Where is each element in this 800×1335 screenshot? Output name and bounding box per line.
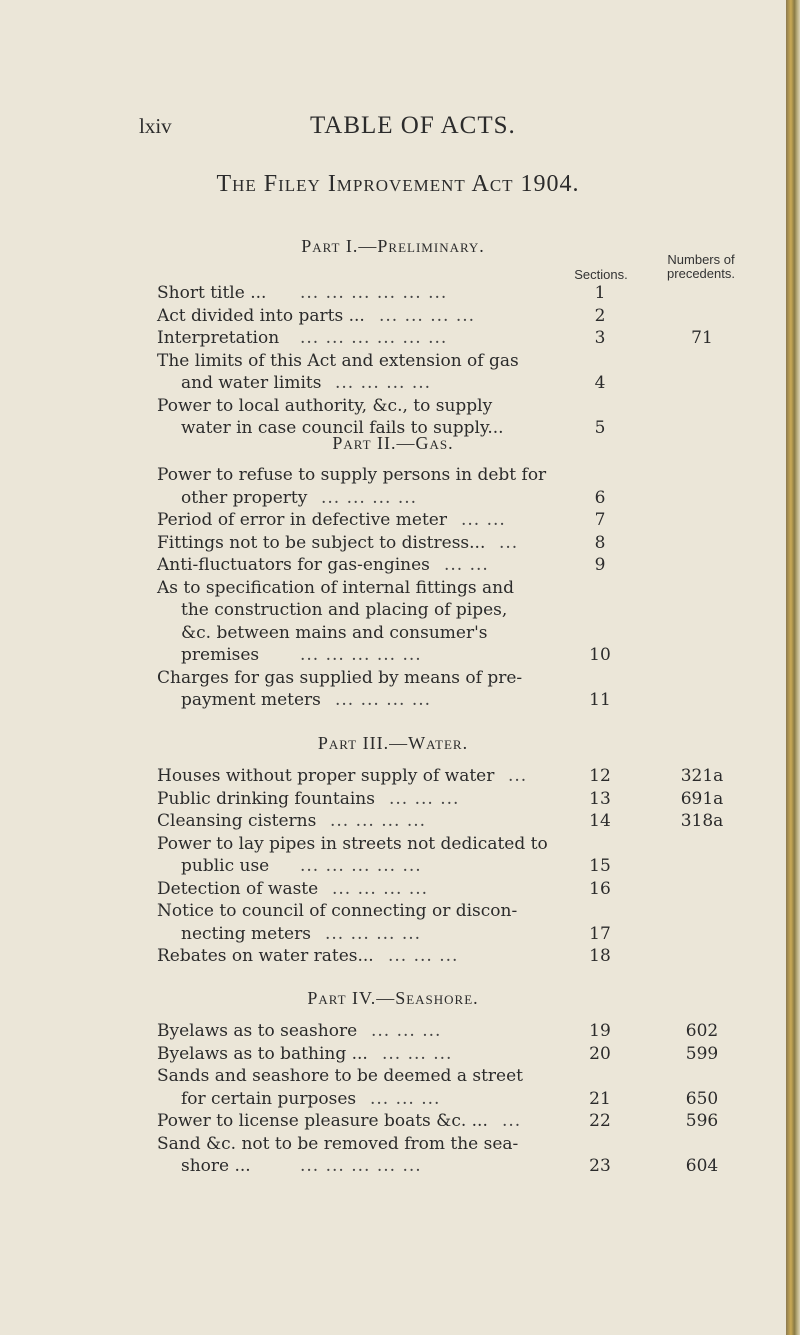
precedent-number: 596 xyxy=(685,1111,719,1131)
section-number: 9 xyxy=(594,555,606,575)
section-number: 23 xyxy=(589,1156,611,1176)
part-heading-2: Part II.—Gas. xyxy=(332,433,454,453)
section-number: 17 xyxy=(589,923,611,944)
leader-dots: ... ... ... ... xyxy=(379,305,476,326)
toc-entry-line xyxy=(0,327,786,350)
leader-dots: ... xyxy=(499,532,519,553)
toc-entry-line xyxy=(0,305,786,328)
toc-entry-line xyxy=(0,1088,786,1111)
part-heading-1: Part I.—Preliminary. xyxy=(301,236,485,256)
toc-entry xyxy=(0,1110,786,1133)
toc-entry-line xyxy=(0,1020,786,1043)
precedent-number: 650 xyxy=(685,1088,719,1109)
running-head xyxy=(0,114,786,148)
toc-entry-line xyxy=(0,1065,786,1088)
part-2-entries xyxy=(0,464,786,712)
leader-dots: ... ... ... ... ... xyxy=(300,645,422,665)
leader-dots: ... ... ... ... ... ... xyxy=(300,328,448,348)
entry-text: Interpretation xyxy=(157,328,280,348)
toc-entry xyxy=(0,532,786,555)
toc-entry xyxy=(0,282,786,305)
toc-entry-line xyxy=(0,622,786,645)
entry-text: Detection of waste xyxy=(157,878,319,899)
toc-entry-line xyxy=(0,395,786,418)
entry-text: Public drinking fountains xyxy=(157,788,375,809)
toc-entry-line xyxy=(0,689,786,712)
leader-dots: ... ... ... ... xyxy=(332,878,429,899)
precedent-number: 599 xyxy=(685,1043,719,1064)
section-number: 22 xyxy=(589,1111,611,1131)
section-number: 10 xyxy=(589,645,611,665)
precedents-column-header xyxy=(646,253,756,281)
toc-entry-line xyxy=(0,532,786,555)
toc-entry xyxy=(0,765,786,788)
leader-dots: ... ... ... xyxy=(371,1021,442,1041)
section-number: 5 xyxy=(594,418,606,438)
entry-text: payment meters xyxy=(181,690,321,710)
leader-dots: ... xyxy=(508,766,528,786)
leader-dots: ... ... ... ... xyxy=(330,811,427,831)
precedent-number: 602 xyxy=(685,1021,719,1041)
leader-dots: ... ... ... xyxy=(382,1043,453,1064)
section-number: 16 xyxy=(589,878,611,899)
section-number: 3 xyxy=(594,328,606,348)
act-title: The Filey Improvement Act 1904. xyxy=(216,171,580,197)
toc-entry-line xyxy=(0,599,786,622)
entry-text: Notice to council of connecting or discon- xyxy=(157,901,518,921)
entry-text: necting meters xyxy=(181,923,311,944)
toc-entry-line xyxy=(0,644,786,667)
entry-text: Power to refuse to supply persons in debt for xyxy=(157,465,547,485)
leader-dots: ... ... ... ... xyxy=(335,690,432,710)
leader-dots: ... ... ... ... xyxy=(321,487,418,508)
entry-text: Power to lay pipes in streets not dedicated to xyxy=(157,833,548,854)
precedent-number: 691a xyxy=(680,788,724,809)
toc-entry xyxy=(0,577,786,667)
part-3-entries xyxy=(0,765,786,968)
section-number: 8 xyxy=(594,532,606,553)
section-number: 13 xyxy=(589,788,611,809)
sections-column-header: Sections. xyxy=(574,267,628,282)
leader-dots: ... ... xyxy=(461,510,506,530)
toc-entry-line xyxy=(0,509,786,532)
toc-entry xyxy=(0,509,786,532)
section-number: 21 xyxy=(589,1088,611,1109)
section-number: 6 xyxy=(594,487,606,508)
entry-text: premises xyxy=(181,645,260,665)
toc-entry xyxy=(0,900,786,945)
toc-entry-line xyxy=(0,855,786,878)
entry-text: Cleansing cisterns xyxy=(157,811,317,831)
toc-entry-line xyxy=(0,900,786,923)
running-title: TABLE OF ACTS. xyxy=(310,112,516,139)
toc-entry-line xyxy=(0,667,786,690)
entry-text: Rebates on water rates... xyxy=(157,946,374,966)
section-number: 15 xyxy=(589,856,611,876)
entry-text: for certain purposes xyxy=(181,1088,357,1109)
toc-entry-line xyxy=(0,282,786,305)
page-edge xyxy=(786,0,800,1335)
toc-entry-line xyxy=(0,464,786,487)
toc-entry xyxy=(0,1133,786,1178)
part-4-entries xyxy=(0,1020,786,1178)
toc-entry-line xyxy=(0,372,786,395)
leader-dots: ... ... ... xyxy=(388,946,459,966)
toc-entry xyxy=(0,878,786,901)
toc-entry xyxy=(0,1043,786,1066)
entry-text: Anti-fluctuators for gas-engines xyxy=(157,555,430,575)
entry-text: Charges for gas supplied by means of pre- xyxy=(157,667,523,688)
toc-entry xyxy=(0,945,786,968)
precedents-header-line2: precedents. xyxy=(667,266,735,281)
section-number: 4 xyxy=(594,373,606,393)
precedent-number: 321a xyxy=(680,766,724,786)
toc-entry xyxy=(0,305,786,328)
toc-entry-line xyxy=(0,1155,786,1178)
toc-entry-line xyxy=(0,788,786,811)
toc-entry xyxy=(0,464,786,509)
toc-entry xyxy=(0,350,786,395)
section-number: 7 xyxy=(594,510,606,530)
section-number: 14 xyxy=(589,811,611,831)
section-number: 18 xyxy=(589,946,611,966)
entry-text: &c. between mains and consumer's xyxy=(181,622,488,643)
section-number: 2 xyxy=(594,305,606,326)
leader-dots: ... ... xyxy=(444,555,489,575)
entry-text: water in case council fails to supply... xyxy=(181,418,504,438)
section-number: 19 xyxy=(589,1021,611,1041)
toc-entry-line xyxy=(0,577,786,600)
entry-text: Fittings not to be subject to distress... xyxy=(157,532,486,553)
entry-text: Power to local authority, &c., to supply xyxy=(157,395,493,416)
entry-text: As to specification of internal fittings and xyxy=(157,577,514,598)
leader-dots: ... ... ... ... ... xyxy=(300,1156,422,1176)
section-number: 12 xyxy=(589,766,611,786)
entry-text: Act divided into parts ... xyxy=(157,305,365,326)
entry-text: The limits of this Act and extension of gas xyxy=(157,350,519,371)
entry-text: Sands and seashore to be deemed a street xyxy=(157,1066,523,1086)
entry-text: Period of error in defective meter xyxy=(157,510,447,530)
precedent-number: 318a xyxy=(680,811,724,831)
toc-entry-line xyxy=(0,487,786,510)
toc-entry-line xyxy=(0,878,786,901)
toc-entry-line xyxy=(0,810,786,833)
leader-dots: ... ... ... ... xyxy=(335,373,432,393)
toc-entry-line xyxy=(0,765,786,788)
toc-entry-line xyxy=(0,554,786,577)
toc-entry-line xyxy=(0,1043,786,1066)
toc-entry-line xyxy=(0,350,786,373)
toc-entry-line xyxy=(0,945,786,968)
toc-entry xyxy=(0,1065,786,1110)
toc-entry-line xyxy=(0,1133,786,1156)
entry-text: Byelaws as to bathing ... xyxy=(157,1043,368,1064)
toc-entry xyxy=(0,810,786,833)
precedent-number: 71 xyxy=(691,328,713,348)
toc-entry xyxy=(0,1020,786,1043)
toc-entry-line xyxy=(0,1110,786,1133)
section-number: 20 xyxy=(589,1043,611,1064)
leader-dots: ... ... ... ... ... ... xyxy=(300,283,448,303)
precedents-header-line1: Numbers of xyxy=(667,252,735,267)
entry-text: Sand &c. not to be removed from the sea- xyxy=(157,1133,519,1154)
toc-entry xyxy=(0,327,786,350)
entry-text: other property xyxy=(181,487,308,508)
entry-text: Byelaws as to seashore xyxy=(157,1021,358,1041)
leader-dots: ... ... ... xyxy=(370,1088,441,1109)
toc-entry xyxy=(0,667,786,712)
entry-text: and water limits xyxy=(181,373,322,393)
precedent-number: 604 xyxy=(685,1156,719,1176)
leader-dots: ... xyxy=(502,1111,522,1131)
entry-text: Short title ... xyxy=(157,283,267,303)
toc-entry-line xyxy=(0,833,786,856)
leader-dots: ... ... ... ... ... xyxy=(300,856,422,876)
section-number: 1 xyxy=(594,283,606,303)
part-1-entries xyxy=(0,282,786,440)
entry-text: shore ... xyxy=(181,1156,251,1176)
entry-text: Houses without proper supply of water xyxy=(157,766,495,786)
leader-dots: ... ... ... xyxy=(389,788,460,809)
part-heading-4: Part IV.—Seashore. xyxy=(307,988,479,1008)
entry-text: public use xyxy=(181,856,270,876)
entry-text: the construction and placing of pipes, xyxy=(181,600,508,620)
toc-entry xyxy=(0,833,786,878)
entry-text: Power to license pleasure boats &c. ... xyxy=(157,1111,488,1131)
leader-dots: ... ... ... ... xyxy=(325,923,422,944)
section-number: 11 xyxy=(589,690,611,710)
toc-entry-line xyxy=(0,923,786,946)
toc-entry xyxy=(0,554,786,577)
part-heading-3: Part III.—Water. xyxy=(317,733,469,753)
toc-entry xyxy=(0,788,786,811)
page-number: lxiv xyxy=(139,114,172,138)
